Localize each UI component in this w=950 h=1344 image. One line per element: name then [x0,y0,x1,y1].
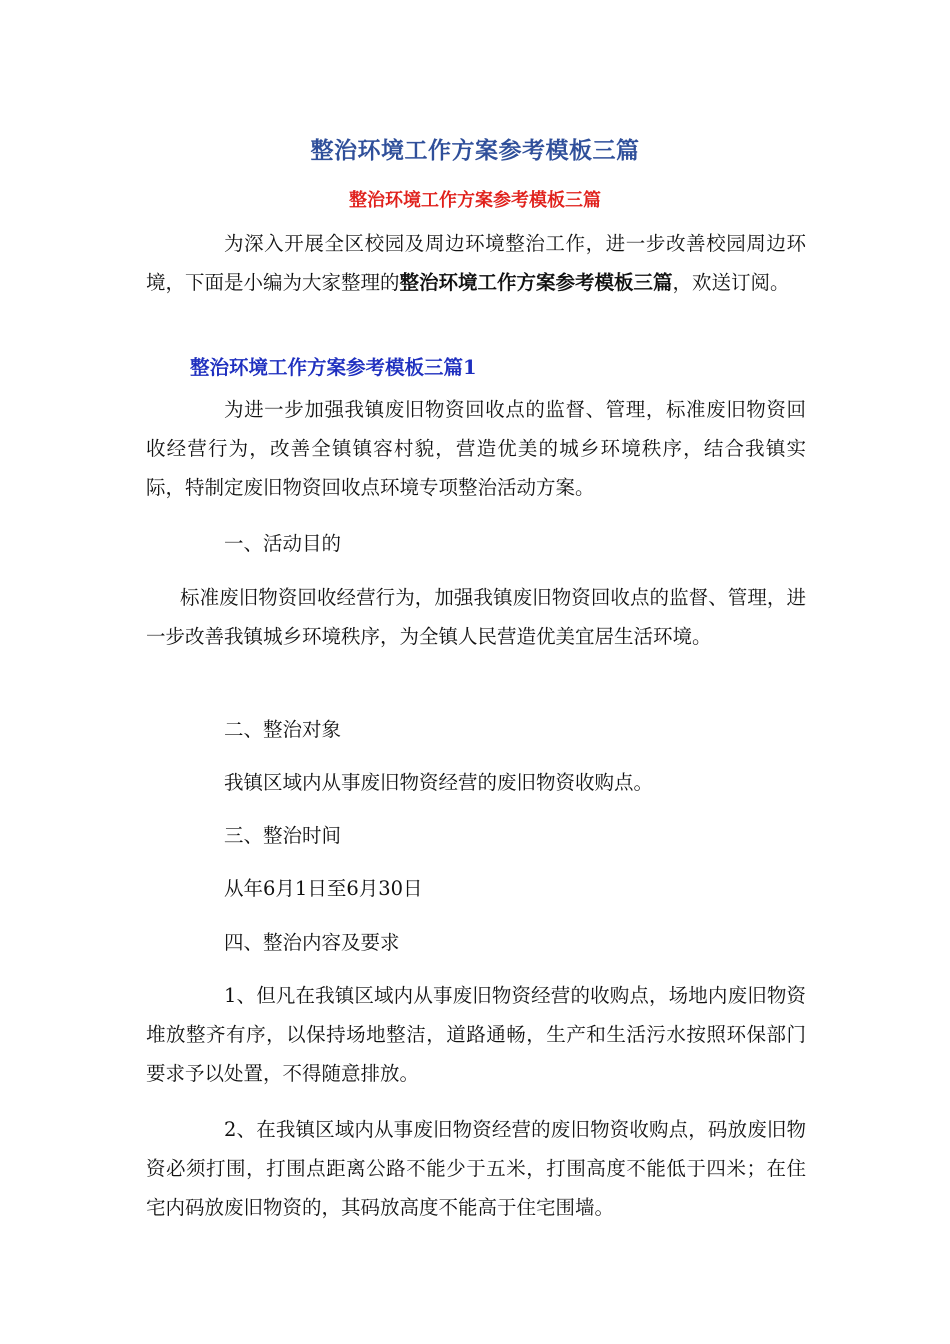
heading-requirements: 四、整治内容及要求 [224,931,400,954]
intro-paragraph [146,224,806,302]
heading-activity-goal: 一、活动目的 [224,532,342,555]
section-title-1: 整治环境工作方案参考模板三篇1 [190,356,477,379]
heading-time: 三、整治时间 [224,824,342,847]
paragraph-activity-goal: 标准废旧物资回收经营行为，加强我镇废旧物资回收点的监督、管理，进一步改善我镇城乡环境秩序，为全镇人民营造优美宜居生活环境。 [146,586,806,648]
intro-closing: ，欢送订阅。 [672,271,790,294]
paragraph-time: 从年6月1日至6月30日 [224,877,423,900]
paragraph-intro-purpose: 为进一步加强我镇废旧物资回收点的监督、管理，标准废旧物资回收经营行为，改善全镇镇容村貌，营造优美的城乡环境秩序，结合我镇实际，特制定废旧物资回收点环境专项整治活动方案。 [146,398,806,499]
intro-text: 为深入开展全区校园及周边环境整治工作，进一步改善校园周边环境，下面是小编为大家整理的 [146,232,806,294]
paragraph-requirement-1: 1、但凡在我镇区域内从事废旧物资经营的收购点，场地内废旧物资堆放整齐有序，以保持场地整洁，道路通畅，生产和生活污水按照环保部门要求予以处置，不得随意排放。 [146,984,806,1085]
paragraph-target: 我镇区域内从事废旧物资经营的废旧物资收购点。 [224,771,654,794]
intro-bold-title: 整治环境工作方案参考模板三篇 [399,271,673,294]
paragraph-requirement-2: 2、在我镇区域内从事废旧物资经营的废旧物资收购点，码放废旧物资必须打围，打围点距离公路不能少于五米，打围高度不能低于四米；在住宅内码放废旧物资的，其码放高度不能高于住宅围墙。 [146,1118,806,1219]
document-subtitle: 整治环境工作方案参考模板三篇 [349,190,601,211]
heading-target: 二、整治对象 [224,718,342,741]
document-title: 整治环境工作方案参考模板三篇 [310,137,640,164]
